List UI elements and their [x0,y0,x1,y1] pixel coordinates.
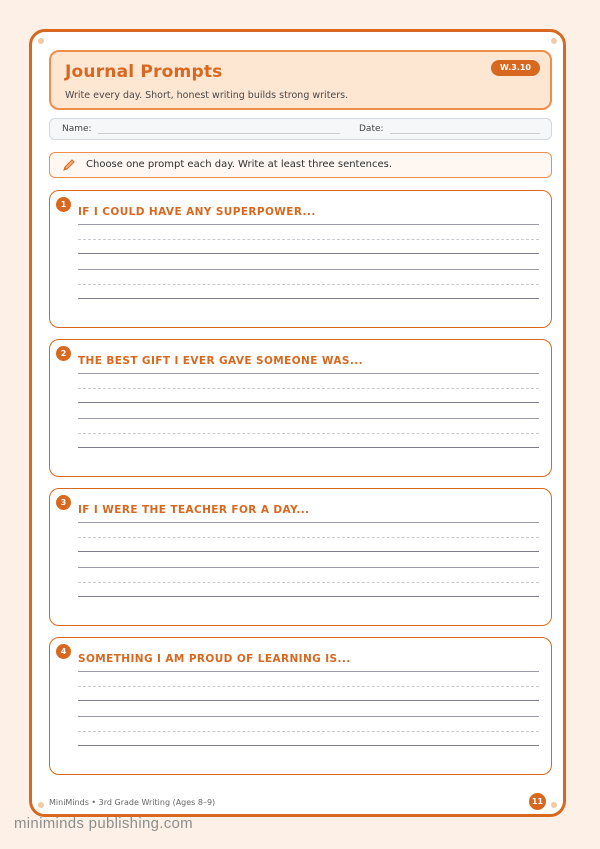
writing-line[interactable] [78,700,539,701]
writing-line[interactable] [78,284,539,285]
prompt-card [49,190,552,328]
prompt-text: THE BEST GIFT I EVER GAVE SOMEONE WAS... [78,355,364,367]
date-field[interactable] [390,133,540,134]
writing-line[interactable] [78,447,539,448]
writing-line[interactable] [78,731,539,732]
writing-line[interactable] [78,671,539,672]
writing-line[interactable] [78,269,539,270]
worksheet-page [29,29,566,817]
writing-line[interactable] [78,402,539,403]
writing-line[interactable] [78,388,539,389]
standard-badge: W.3.10 [491,60,540,76]
name-label: Name: [62,124,92,134]
instructions-text: Choose one prompt each day. Write at least three sentences. [86,159,393,170]
writing-line[interactable] [78,686,539,687]
writing-line[interactable] [78,537,539,538]
writing-line[interactable] [78,418,539,419]
corner-dot [38,802,44,808]
name-field[interactable] [98,133,340,134]
writing-line[interactable] [78,224,539,225]
writing-line[interactable] [78,253,539,254]
writing-line[interactable] [78,551,539,552]
date-label: Date: [359,124,384,134]
writing-line[interactable] [78,239,539,240]
corner-dot [38,38,44,44]
prompt-number-badge: 2 [56,346,71,361]
corner-dot [551,38,557,44]
footer-credit: MiniMinds • 3rd Grade Writing (Ages 8–9) [49,798,216,807]
writing-line[interactable] [78,596,539,597]
pencil-icon [62,158,76,172]
instructions-box [49,152,552,178]
prompt-card [49,488,552,626]
name-date-bar [49,118,552,140]
prompt-card [49,339,552,477]
prompt-card [49,637,552,775]
header-panel [49,50,552,110]
prompt-number-badge: 4 [56,644,71,659]
page-subtitle: Write every day. Short, honest writing builds strong writers. [65,90,349,101]
corner-dot [551,802,557,808]
prompt-text: IF I WERE THE TEACHER FOR A DAY... [78,504,310,516]
prompt-number-badge: 3 [56,495,71,510]
prompt-text: IF I COULD HAVE ANY SUPERPOWER... [78,206,316,218]
writing-line[interactable] [78,433,539,434]
prompt-number-badge: 1 [56,197,71,212]
page-number-badge: 11 [529,793,546,810]
page-title: Journal Prompts [65,62,223,82]
writing-line[interactable] [78,567,539,568]
publisher-watermark: miniminds publishing.com [14,815,193,832]
prompt-text: SOMETHING I AM PROUD OF LEARNING IS... [78,653,351,665]
writing-line[interactable] [78,716,539,717]
writing-line[interactable] [78,373,539,374]
writing-line[interactable] [78,298,539,299]
writing-line[interactable] [78,745,539,746]
writing-line[interactable] [78,522,539,523]
writing-line[interactable] [78,582,539,583]
